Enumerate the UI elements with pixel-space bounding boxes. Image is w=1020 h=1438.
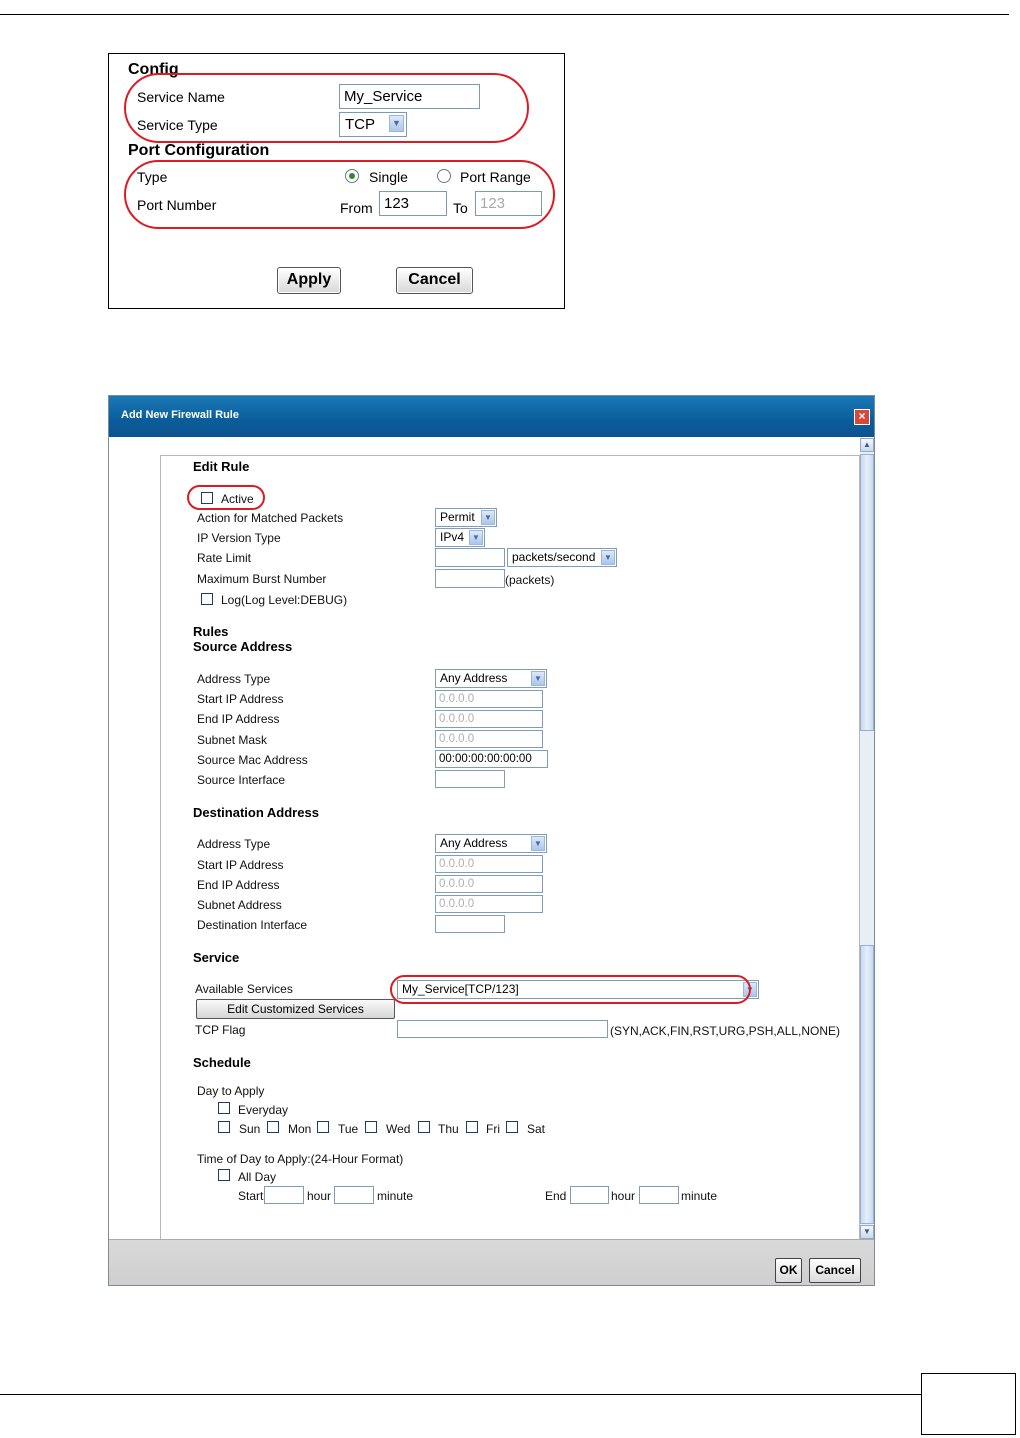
everyday-label: Everyday [238,1103,289,1117]
src-end-ip-input[interactable]: 0.0.0.0 [435,710,543,728]
dst-address-type-label: Address Type [197,837,271,851]
day-checkbox-mon[interactable] [267,1121,279,1133]
dst-iface-input[interactable] [435,915,505,933]
dst-end-ip-input[interactable]: 0.0.0.0 [435,875,543,893]
page-number-box [921,1373,1016,1435]
from-label: From [340,200,373,216]
day-checkbox-sat[interactable] [506,1121,518,1133]
all-day-label: All Day [238,1170,277,1184]
day-to-apply-label: Day to Apply [197,1084,265,1098]
ip-version-select[interactable] [435,528,485,547]
day-label-thu: Thu [438,1122,459,1136]
day-checkbox-tue[interactable] [317,1121,329,1133]
service-name-label: Service Name [137,89,225,105]
dst-subnet-label: Subnet Address [197,898,282,912]
day-checkbox-wed[interactable] [365,1121,377,1133]
header-rule [0,14,1009,15]
start-hour-input[interactable] [264,1186,304,1204]
footer-rule [0,1394,921,1395]
tcp-flag-hint: (SYN,ACK,FIN,RST,URG,PSH,ALL,NONE) [610,1024,841,1038]
dropdown-arrow-icon: ▼ [531,671,545,686]
dst-address-type-select[interactable] [435,834,547,853]
dst-address-type-value: Any Address [440,836,508,850]
max-burst-label: Maximum Burst Number [197,572,327,586]
edit-rule-heading: Edit Rule [193,459,250,474]
rate-unit-select[interactable] [507,548,617,567]
available-services-label: Available Services [195,982,293,996]
cancel-button-dialog[interactable]: Cancel [809,1258,861,1283]
port-to-input[interactable]: 123 [475,191,542,216]
packets-suffix: (packets) [505,573,555,587]
firewall-rule-dialog [108,395,875,1286]
action-label: Action for Matched Packets [197,511,344,525]
start-label: Start [238,1189,264,1203]
day-label-tue: Tue [338,1122,359,1136]
service-config-panel [108,53,565,309]
src-iface-input[interactable] [435,770,505,788]
port-number-label: Port Number [137,197,217,213]
src-address-type-select[interactable] [435,669,547,688]
day-label-sun: Sun [239,1122,261,1136]
config-heading: Config [128,61,179,78]
dropdown-arrow-icon: ▼ [481,510,495,525]
scrollbar-thumb-lower[interactable] [860,945,874,1224]
tcp-flag-input[interactable] [397,1020,608,1038]
src-end-ip-label: End IP Address [197,712,280,726]
ip-version-value: IPv4 [440,530,465,544]
src-address-type-label: Address Type [197,672,271,686]
dialog-title-bar [109,396,874,437]
day-label-fri: Fri [486,1122,500,1136]
rate-limit-label: Rate Limit [197,551,252,565]
log-checkbox[interactable] [201,593,213,605]
dialog-title: Add New Firewall Rule [121,409,239,421]
source-address-heading: Source Address [193,639,293,654]
to-label: To [453,200,468,216]
single-radio-label: Single [369,169,408,185]
end-minute-input[interactable] [639,1186,679,1204]
dst-iface-label: Destination Interface [197,918,308,932]
ip-version-label: IP Version Type [197,531,281,545]
dropdown-arrow-icon: ▼ [601,550,615,565]
dialog-footer [109,1239,874,1285]
scrollbar-thumb[interactable] [860,454,874,731]
src-mac-label: Source Mac Address [197,753,308,767]
dropdown-arrow-icon: ▼ [469,530,483,545]
service-heading: Service [193,950,240,965]
dst-end-ip-label: End IP Address [197,878,280,892]
cancel-button[interactable]: Cancel [396,267,473,294]
time-of-day-label: Time of Day to Apply:(24-Hour Format) [197,1152,404,1166]
port-from-input[interactable]: 123 [379,191,447,216]
everyday-checkbox[interactable] [218,1102,230,1114]
src-start-ip-input[interactable]: 0.0.0.0 [435,690,543,708]
dropdown-arrow-icon: ▼ [389,115,404,132]
action-value: Permit [440,510,475,524]
end-hour-label: hour [611,1189,636,1203]
start-hour-label: hour [307,1189,332,1203]
day-label-sat: Sat [527,1122,546,1136]
day-checkbox-fri[interactable] [466,1121,478,1133]
src-subnet-label: Subnet Mask [197,733,268,747]
start-minute-input[interactable] [334,1186,374,1204]
src-address-type-value: Any Address [440,671,508,685]
dst-start-ip-input[interactable]: 0.0.0.0 [435,855,543,873]
dropdown-arrow-icon: ▼ [531,836,545,851]
src-iface-label: Source Interface [197,773,286,787]
day-label-mon: Mon [288,1122,312,1136]
service-name-input[interactable]: My_Service [339,84,480,109]
end-minute-label: minute [681,1189,718,1203]
src-start-ip-label: Start IP Address [197,692,284,706]
scroll-up-icon[interactable]: ▲ [860,438,874,452]
port-configuration-heading: Port Configuration [128,142,270,159]
active-label: Active [221,492,254,506]
service-type-value: TCP [345,116,375,133]
port-highlight-oval [124,160,555,229]
src-mac-input[interactable]: 00:00:00:00:00:00 [435,750,548,768]
max-burst-input[interactable] [435,569,505,588]
rate-limit-input[interactable] [435,548,505,567]
tcp-flag-label: TCP Flag [195,1023,246,1037]
src-subnet-input[interactable]: 0.0.0.0 [435,730,543,748]
type-label: Type [137,169,168,185]
config-highlight-oval [124,73,529,143]
service-highlight-oval [390,975,751,1004]
active-highlight-oval [187,485,265,510]
schedule-heading: Schedule [193,1055,251,1070]
start-minute-label: minute [377,1189,414,1203]
scroll-down-icon[interactable]: ▼ [860,1225,874,1239]
day-checkbox-sun[interactable] [218,1121,230,1133]
edit-customized-services-button[interactable]: Edit Customized Services [196,999,395,1019]
rules-heading: Rules [193,624,229,639]
port-range-radio-label: Port Range [460,169,531,185]
end-label: End [545,1189,567,1203]
destination-address-heading: Destination Address [193,805,319,820]
day-label-wed: Wed [386,1122,411,1136]
dst-start-ip-label: Start IP Address [197,858,284,872]
all-day-checkbox[interactable] [218,1169,230,1181]
apply-button[interactable]: Apply [277,267,341,294]
day-checkbox-thu[interactable] [418,1121,430,1133]
rate-unit-value: packets/second [512,550,596,564]
ok-button[interactable]: OK [775,1258,802,1283]
action-select[interactable] [435,508,497,527]
service-type-label: Service Type [137,117,218,133]
log-label: Log(Log Level:DEBUG) [221,593,348,607]
available-services-value: My_Service[TCP/123] [402,982,519,996]
end-hour-input[interactable] [570,1186,609,1204]
dst-subnet-input[interactable]: 0.0.0.0 [435,895,543,913]
close-icon[interactable]: × [854,409,870,425]
dropdown-arrow-icon: ▼ [743,982,757,997]
